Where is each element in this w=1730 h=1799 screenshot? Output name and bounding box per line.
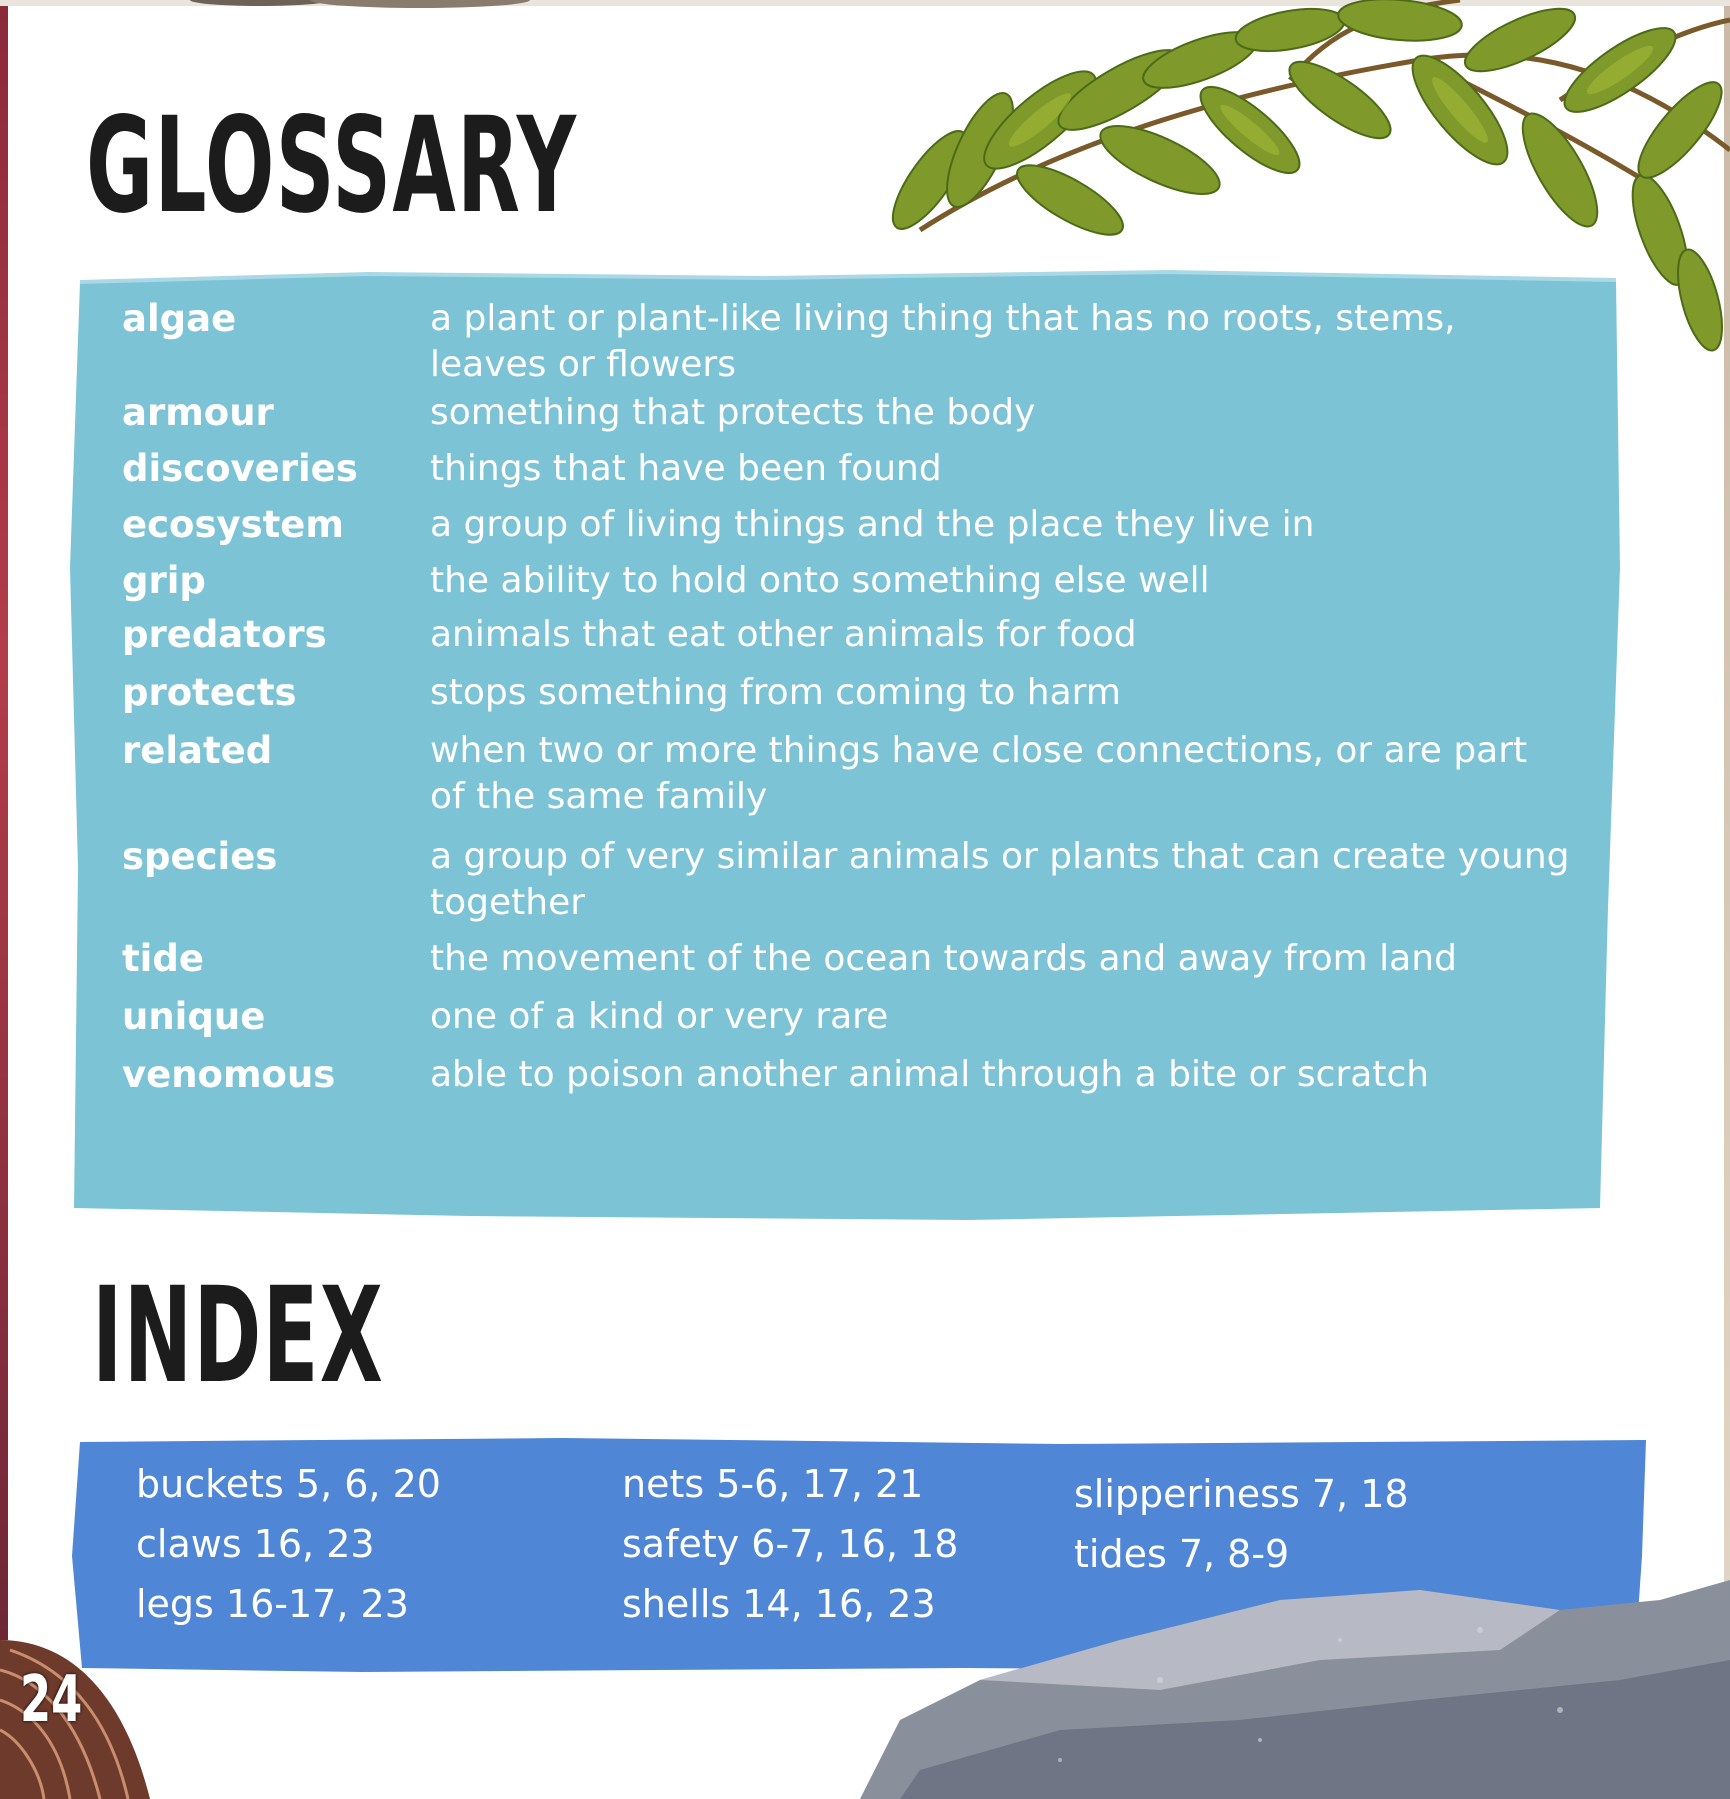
index-entry: shells 14, 16, 23 [622,1582,936,1626]
index-heading: INDEX [92,1259,385,1413]
glossary-term: grip [122,559,206,602]
index-entry: safety 6-7, 16, 18 [622,1522,959,1566]
glossary-definition: things that have been found [430,448,942,489]
glossary-definition: a group of very similar animals or plants that can create young together [430,836,1570,923]
rock-illustration [860,1570,1730,1799]
glossary-definition: a plant or plant-like living thing that has no roots, stems, leaves or flowers [430,298,1456,385]
glossary-term: protects [122,671,297,714]
index-entry: claws 16, 23 [136,1522,375,1566]
index-entry: slipperiness 7, 18 [1074,1472,1409,1516]
left-page-edge [0,0,8,1640]
index-column [136,1454,441,1634]
glossary-definition: when two or more things have close connections, or are part of the same family [430,730,1528,817]
glossary-term: tide [122,937,204,980]
index-entry: tides 7, 8-9 [1074,1532,1290,1576]
glossary-term: unique [122,995,266,1038]
glossary-term: ecosystem [122,503,344,546]
glossary-definition: something that protects the body [430,392,1036,433]
glossary-term: venomous [122,1053,336,1096]
glossary-definition: stops something from coming to harm [430,672,1121,713]
glossary-definition: a group of living things and the place they live in [430,504,1315,545]
glossary-term: predators [122,613,327,656]
glossary-panel [68,268,1628,1228]
index-entry: buckets 5, 6, 20 [136,1462,441,1506]
glossary-term: discoveries [122,447,358,490]
glossary-entries [68,268,1628,1228]
glossary-term: species [122,835,278,878]
glossary-definition: one of a kind or very rare [430,996,889,1037]
glossary-definition: the ability to hold onto something else well [430,560,1210,601]
glossary-term: algae [122,297,237,340]
index-column [1074,1464,1409,1584]
index-entry: legs 16-17, 23 [136,1582,409,1626]
glossary-term: related [122,729,273,772]
glossary-term: armour [122,391,274,434]
glossary-definition: animals that eat other animals for food [430,614,1137,655]
glossary-definition: able to poison another animal through a bite or scratch [430,1054,1430,1095]
glossary-definition: the movement of the ocean towards and away from land [430,938,1457,979]
glossary-heading: GLOSSARY [86,89,578,243]
page-number: 24 [20,1663,83,1737]
index-entry: nets 5-6, 17, 21 [622,1462,924,1506]
